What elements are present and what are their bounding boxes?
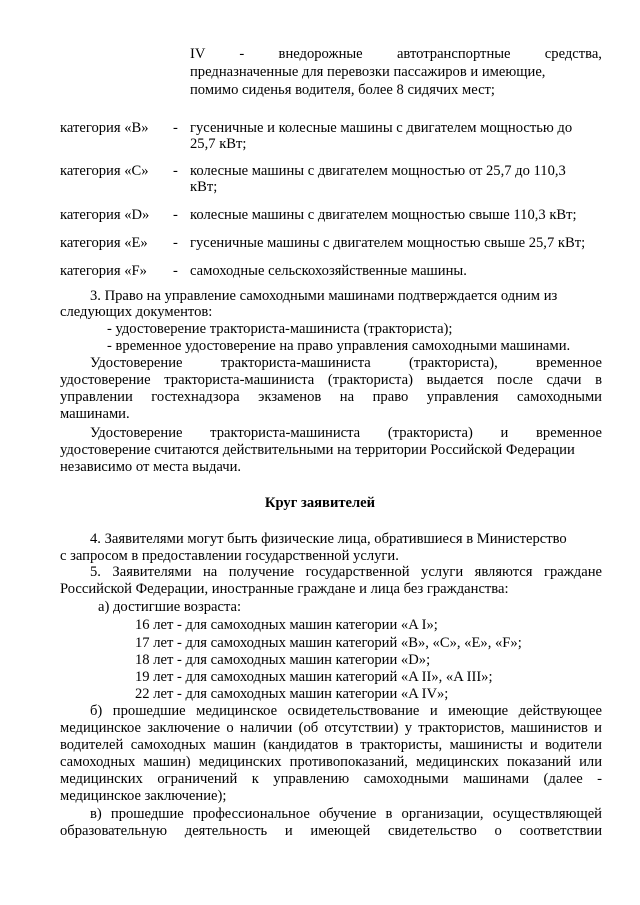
top-block-word: средства,	[544, 46, 602, 62]
issue-para-line-2: удостоверение тракториста-машиниста (тракториста) выдается после сдачи в	[60, 372, 602, 388]
age-item: 16 лет - для самоходных машин категории «A I»;	[135, 617, 438, 633]
age-item: 17 лет - для самоходных машин категорий «B», «C», «E», «F»;	[135, 635, 522, 651]
category-e-dash: -	[173, 235, 178, 251]
para-b-line-3: водителей самоходных машин (кандидатов в трактористы, машинисты и водители	[60, 737, 602, 753]
age-item: 22 лет - для самоходных машин категории «A IV»;	[135, 686, 449, 702]
para-3-item-1: - удостоверение тракториста-машиниста (тракториста);	[107, 321, 453, 337]
top-block-word: автотранспортные	[396, 46, 511, 62]
valid-para-line-2: удостоверение считаются действительными на территории Российской Федерации	[60, 442, 575, 458]
issue-para-line-4: машинами.	[60, 406, 130, 422]
category-f-text-1: самоходные сельскохозяйственные машины.	[190, 263, 467, 279]
para-b-line-4: самоходных машин) медицинских противопоказаний, медицинских показаний или	[60, 754, 602, 770]
category-b-dash: -	[173, 120, 178, 136]
para-3-line-1: 3. Право на управление самоходными машинами подтверждается одним из	[90, 288, 558, 304]
para-5-sub-a: а) достигшие возраста:	[98, 599, 242, 615]
category-b-label: категория «B»	[60, 120, 149, 136]
category-b-text-2: 25,7 кВт;	[190, 136, 247, 152]
issue-para-line-3: управлении гостехнадзора экзаменов на право управления самоходными	[60, 389, 602, 405]
para-4-line-1: 4. Заявителями могут быть физические лица, обратившиеся в Министерство	[90, 531, 567, 547]
top-block-line-3: помимо сиденья водителя, более 8 сидячих мест;	[190, 82, 495, 98]
top-block-word: внедорожные	[278, 46, 363, 62]
para-b-line-6: медицинское заключение);	[60, 788, 227, 804]
para-5-line-1: 5. Заявителями на получение государственной услуги являются граждане	[90, 564, 602, 580]
category-f-label: категория «F»	[60, 263, 147, 279]
top-block-line-2: предназначенные для перевозки пассажиров и имеющие,	[190, 64, 546, 80]
para-3-line-2: следующих документов:	[60, 304, 213, 320]
category-d-dash: -	[173, 207, 178, 223]
category-c-dash: -	[173, 163, 178, 179]
age-item: 19 лет - для самоходных машин категорий «A II», «A III»;	[135, 669, 493, 685]
top-block-word: IV	[190, 46, 206, 62]
para-b-line-1: б) прошедшие медицинское освидетельствование и имеющие действующее	[90, 703, 602, 719]
top-block-line-1	[190, 46, 602, 63]
section-heading: Круг заявителей	[264, 495, 376, 511]
top-block-word: -	[239, 46, 245, 62]
para-3-item-2: - временное удостоверение на право управления самоходными машинами.	[107, 338, 571, 354]
para-b-line-5: медицинских ограничений к управлению самоходными машинами (далее -	[60, 771, 602, 787]
age-item: 18 лет - для самоходных машин категории «D»;	[135, 652, 431, 668]
category-e-label: категория «E»	[60, 235, 148, 251]
category-c-label: категория «C»	[60, 163, 149, 179]
issue-para-line-1: Удостоверение тракториста-машиниста (тракториста), временное	[90, 355, 602, 371]
valid-para-line-3: независимо от места выдачи.	[60, 459, 242, 475]
para-4-line-2: с запросом в предоставлении государственной услуги.	[60, 548, 399, 564]
para-b-line-2: медицинское заключение о наличии (об отсутствии) у трактористов, машинистов и	[60, 720, 602, 736]
category-d-label: категория «D»	[60, 207, 150, 223]
para-v-line-1: в) прошедшие профессиональное обучение в организации, осуществляющей	[90, 806, 602, 822]
category-c-text-2: кВт;	[190, 179, 218, 195]
category-f-dash: -	[173, 263, 178, 279]
category-c-text-1: колесные машины с двигателем мощностью от 25,7 до 110,3	[190, 163, 566, 179]
valid-para-line-1: Удостоверение тракториста-машиниста (тракториста) и временное	[90, 425, 602, 441]
category-d-text-1: колесные машины с двигателем мощностью свыше 110,3 кВт;	[190, 207, 577, 223]
category-e-text-1: гусеничные машины с двигателем мощностью свыше 25,7 кВт;	[190, 235, 586, 251]
para-v-line-2: образовательную деятельность и имеющей свидетельство о соответствии	[60, 823, 602, 839]
category-b-text-1: гусеничные и колесные машины с двигателем мощностью до	[190, 120, 573, 136]
para-5-line-2: Российской Федерации, иностранные граждане и лица без гражданства:	[60, 581, 509, 597]
